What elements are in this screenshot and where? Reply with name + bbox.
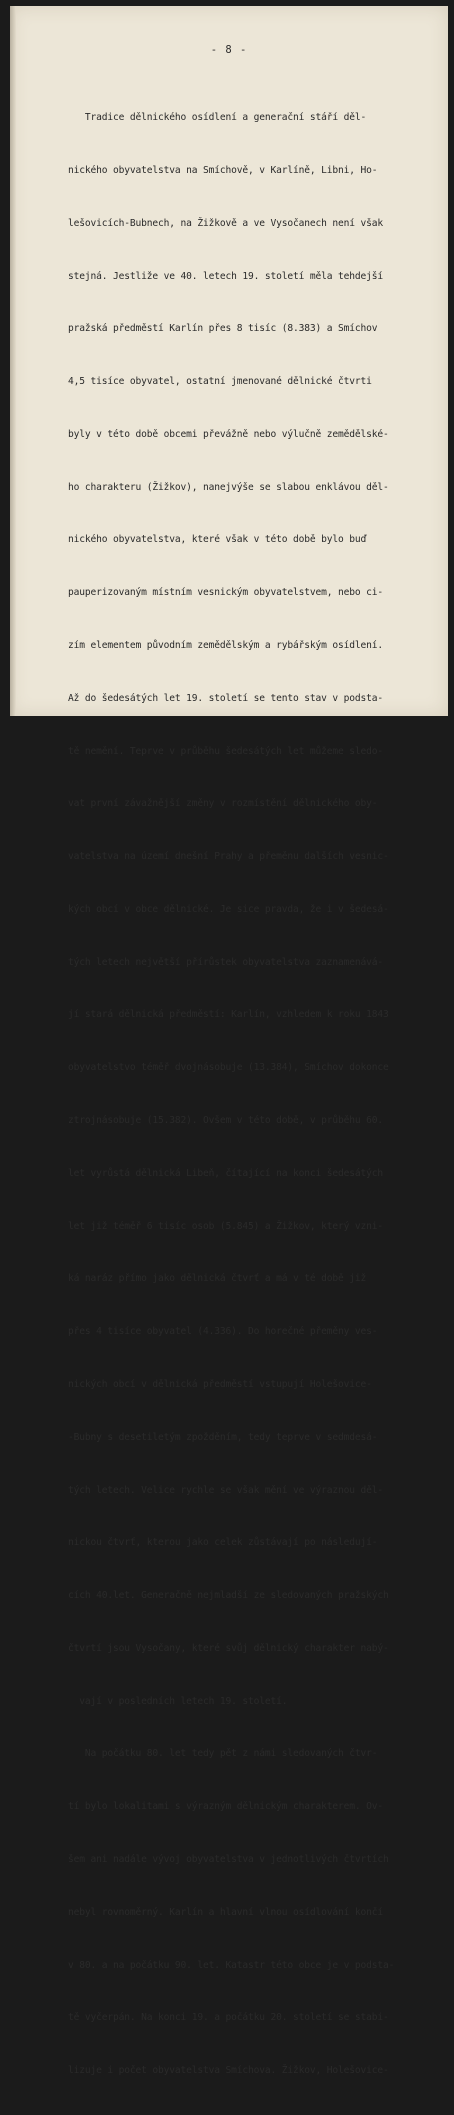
text-line: ztrojnásobuje (15.382). Ovšem v této době, v průběhu 60. (68, 1115, 384, 1127)
text-line: nického obyvatelstva na Smíchově, v Karlíně, Libni, Ho- (68, 164, 378, 176)
text-line: tí bylo lokalitami s výrazným dělnickým charakterem. Ov- (68, 1801, 384, 1813)
text-line: lizuje i počet obyvatelstva Smíchova. Žižkov, Holešovice- (68, 2065, 389, 2077)
text-line: stejná. Jestliže ve 40. letech 19. století měla tehdejší (68, 270, 384, 282)
page-number: - 8 - (210, 44, 248, 56)
text-line: vat první závažnější změny v rozmístění dělnického oby- (68, 798, 378, 810)
text-line: čtvrtí jsou Vysočany, které svůj dělnický charakter nabý- (68, 1642, 389, 1654)
text-line: ká naráz přímo jako dělnická čtvrť a má v té době již (68, 1273, 367, 1285)
text-line: nického obyvatelstva, které však v této době bylo buď (68, 534, 367, 546)
text-line: šem ani nadále vývoj obyvatelstva v jednotlivých čtvrtích (68, 1853, 389, 1865)
text-line: jí stará dělnická předměstí: Karlín, vzhledem k roku 1843 (68, 1009, 389, 1021)
text-line: přes 4 tisíce obyvatel (4.336). Do horečné přeměny ves- (68, 1326, 378, 1338)
text-line: tých letech. Velice rychle se však mění ve výraznou děl- (68, 1484, 384, 1496)
text-line: Až do šedesátých let 19. století se tento stav v podsta- (68, 692, 384, 704)
text-line: kých obcí v obce dělnické. Je sice pravda, že i v šedesá- (68, 903, 389, 915)
text-line: pauperizovaným místním vesnickým obyvatelstvem, nebo ci- (68, 587, 384, 599)
text-line: let vyrůstá dělnická Libeň, čítající na konci šedesátých (68, 1167, 384, 1179)
text-line: zím elementem původním zemědělským a rybářským osídlení. (68, 640, 384, 651)
text-line: cích 40.let. Generačně nejmladší ze sledovaných pražských (68, 1590, 389, 1602)
text-line: -Bubny s desetiletým zpožděním, tedy teprve v sedmdesá- (68, 1431, 378, 1443)
text-line: lešovicích-Bubnech, na Žižkově a ve Vysočanech není však (68, 217, 384, 229)
text-line: tě nemění. Teprve v průběhu šedesátých let můžeme sledo- (68, 745, 384, 757)
text-line: obyvatelstvo téměř dvojnásobuje (13.384), Smíchov dokonce (68, 1062, 389, 1074)
document-page (10, 6, 448, 2077)
page-spine-shadow (10, 6, 16, 716)
text-line: tých letech největší přírůstek obyvatelstva zaznamenává- (68, 956, 384, 968)
text-line: ho charakteru (Žižkov), nanejvýše se slabou enklávou děl- (68, 481, 389, 493)
text-line: let již téměř 6 tisíc osob (5.845) a Žižkov, který vzni- (68, 1220, 384, 1232)
text-line: Tradice dělnického osídlení a generační stáří děl- (68, 112, 367, 124)
text-line: tě vyčerpán. Na konci 19. a počátku 20. století se stabi- (68, 2012, 389, 2024)
text-line: vají v posledních letech 19. století. (68, 1695, 288, 1707)
text-line: v 80. a na počátku 90. let. Katastr této obce je v podsta- (68, 1959, 395, 1971)
body-text (68, 74, 438, 2115)
text-line: nickou čtvrť, kterou jako celek zůstávají po následují- (68, 1537, 378, 1549)
text-line: nebyl rovnoměrný. Karlín a hlavní vlnou osídlování končí (68, 1906, 384, 1918)
text-line: pražská předměstí Karlín přes 8 tisíc (8.383) a Smíchov (68, 323, 378, 335)
text-line: Na počátku 80. let tedy pět z námi sledovaných čtvr- (68, 1748, 378, 1760)
text-line: byly v této době obcemi převážně nebo výlučně zemědělské- (68, 428, 389, 440)
text-line: vatelstva na území dnešní Prahy a přeměnu dalších vesnic- (68, 851, 389, 863)
text-line: 4,5 tisíce obyvatel, ostatní jmenované dělnické čtvrti (68, 376, 372, 388)
text-line: nických obcí v dělnická předměstí vstupují Holešovice- (68, 1378, 372, 1390)
